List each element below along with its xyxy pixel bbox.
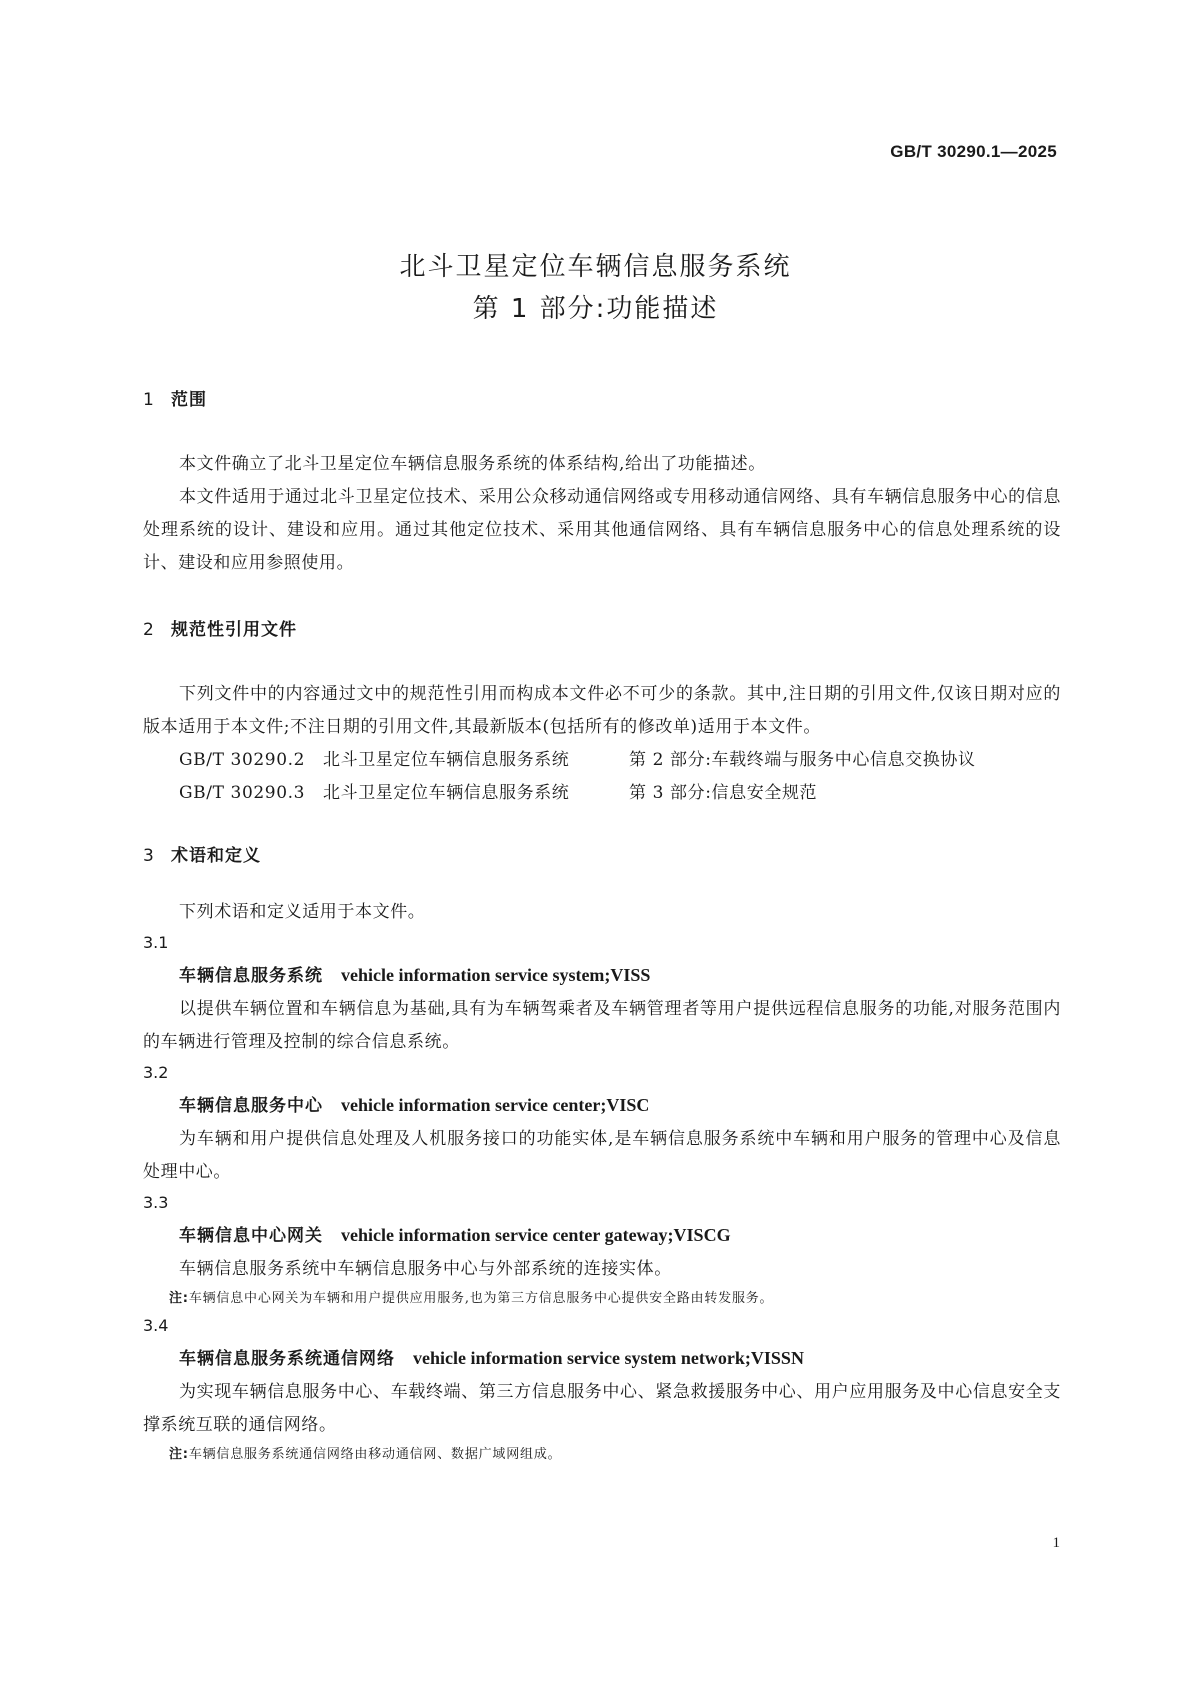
document-title: 北斗卫星定位车辆信息服务系统 [399,252,792,282]
term-number: 3.2 [143,1063,169,1082]
section-heading-terms [143,844,1061,868]
standard-code: GB/T 30290.1—2025 [890,142,1057,161]
note-label: 注: [169,1291,189,1306]
section-title: 规范性引用文件 [171,620,297,640]
term-name-zh: 车辆信息中心网关 [179,1226,323,1246]
term-number: 3.4 [143,1316,169,1335]
term-entry [143,959,1061,993]
term-name-en: vehicle information service center gateway;VISCG [341,1225,731,1245]
section-heading-scope [143,388,1061,412]
paragraph: 下列术语和定义适用于本文件。 [179,902,426,922]
term-entry [143,1342,1061,1376]
term-note [143,1286,1061,1312]
reference-part: 第 3 部分:信息安全规范 [629,783,818,803]
document-subtitle: 第 1 部分:功能描述 [472,294,719,324]
term-entry [143,1219,1061,1253]
page-number: 1 [1052,1535,1060,1551]
term-name-zh: 车辆信息服务系统通信网络 [179,1349,395,1369]
paragraph: 下列文件中的内容通过文中的规范性引用而构成本文件必不可少的条款。其中,注日期的引用文件,仅该日期对应的版本适用于本文件;不注日期的引用文件,其最新版本(包括所有的修改单)适用于本文件。 [143,684,1061,737]
note-text: 车辆信息服务系统通信网络由移动通信网、数据广域网组成。 [188,1447,562,1462]
section-number: 1 [143,390,155,410]
term-definition: 为车辆和用户提供信息处理及人机服务接口的功能实体,是车辆信息服务系统中车辆和用户服务的管理中心及信息处理中心。 [143,1129,1061,1182]
term-definition: 以提供车辆位置和车辆信息为基础,具有为车辆驾乘者及车辆管理者等用户提供远程信息服务的功能,对服务范围内的车辆进行管理及控制的综合信息系统。 [143,999,1061,1052]
term-entry [143,1089,1061,1123]
reference-item [143,777,1061,810]
term-note [143,1442,1061,1468]
section-title: 范围 [171,390,207,410]
term-name-en: vehicle information service center;VISC [341,1095,650,1115]
term-name-zh: 车辆信息服务中心 [179,1096,323,1116]
term-name-zh: 车辆信息服务系统 [179,966,323,986]
section-number: 3 [143,846,155,866]
reference-item [143,744,1061,777]
reference-title: 北斗卫星定位车辆信息服务系统 [323,783,570,803]
reference-code: GB/T 30290.3 [179,783,306,803]
term-number: 3.1 [143,933,169,952]
document-body [143,388,1061,1468]
reference-code: GB/T 30290.2 [179,750,306,770]
term-name-en: vehicle information service system;VISS [341,965,651,985]
note-text: 车辆信息中心网关为车辆和用户提供应用服务,也为第三方信息服务中心提供安全路由转发服务。 [188,1291,774,1306]
section-title: 术语和定义 [171,846,261,866]
section-number: 2 [143,620,155,640]
note-label: 注: [169,1447,189,1462]
term-number: 3.3 [143,1193,169,1212]
reference-part: 第 2 部分:车载终端与服务中心信息交换协议 [629,750,976,770]
paragraph: 本文件确立了北斗卫星定位车辆信息服务系统的体系结构,给出了功能描述。 [179,454,766,474]
term-name-en: vehicle information service system network;VISSN [413,1348,804,1368]
term-definition: 为实现车辆信息服务中心、车载终端、第三方信息服务中心、紧急救援服务中心、用户应用服务及中心信息安全支撑系统互联的通信网络。 [143,1382,1061,1435]
paragraph: 本文件适用于通过北斗卫星定位技术、采用公众移动通信网络或专用移动通信网络、具有车辆信息服务中心的信息处理系统的设计、建设和应用。通过其他定位技术、采用其他通信网络、具有车辆信息服务中心的信息处理系统的设计、建设和应用参照使用。 [143,487,1061,573]
section-heading-normative-references [143,618,1061,642]
reference-title: 北斗卫星定位车辆信息服务系统 [323,750,570,770]
term-definition: 车辆信息服务系统中车辆信息服务中心与外部系统的连接实体。 [179,1259,672,1279]
